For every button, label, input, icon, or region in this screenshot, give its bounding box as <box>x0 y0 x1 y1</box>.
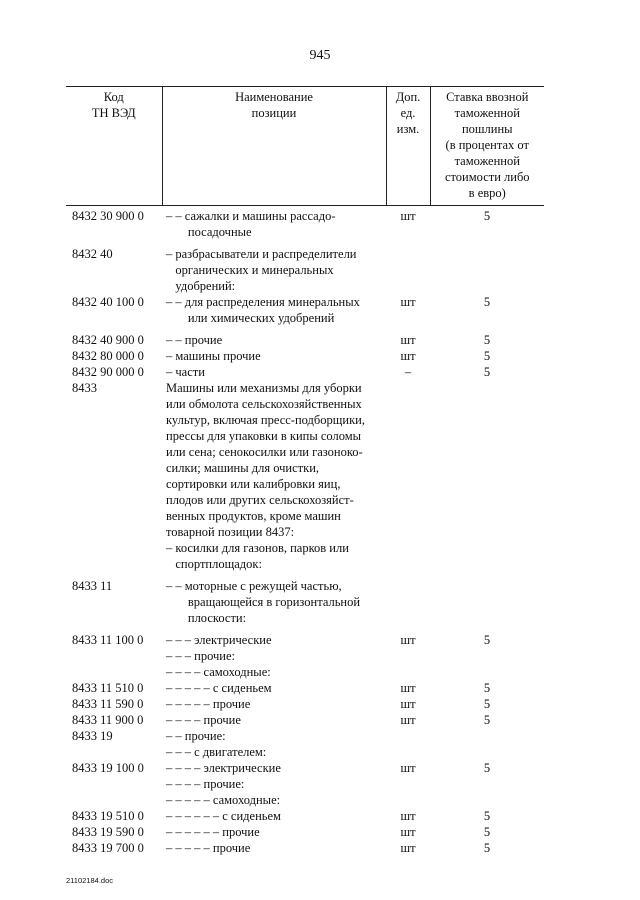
row-name: – – – – электрические <box>166 761 281 775</box>
row-name: – разбрасыватели и распределители органических и минеральных удобрений: <box>166 247 357 293</box>
row-code: 8432 40 <box>72 247 113 261</box>
table-row <box>66 680 544 696</box>
table-row <box>66 240 544 294</box>
row-code: 8433 11 <box>72 579 113 593</box>
row-code: 8433 11 100 0 <box>72 633 144 647</box>
header-unit: Доп. ед. изм. <box>386 87 430 206</box>
row-unit: шт <box>400 825 416 839</box>
row-rate: 5 <box>483 365 491 379</box>
row-rate: 5 <box>483 841 491 855</box>
row-name: – машины прочие <box>166 349 261 363</box>
row-name: – – – – – с сиденьем <box>166 681 272 695</box>
row-code: 8433 19 700 0 <box>72 841 144 855</box>
row-unit: шт <box>400 713 416 727</box>
header-name: Наименование позиции <box>162 87 386 206</box>
table-row <box>66 626 544 648</box>
row-rate <box>430 648 544 664</box>
table-row <box>66 744 544 760</box>
table-row <box>66 326 544 348</box>
row-rate: 5 <box>483 349 491 363</box>
row-rate <box>430 664 544 680</box>
row-unit: шт <box>400 809 416 823</box>
row-name: – – сажалки и машины рассадо- посадочные <box>166 209 336 239</box>
row-rate: 5 <box>483 333 491 347</box>
row-rate: 5 <box>483 809 491 823</box>
table-row <box>66 760 544 776</box>
header-code: Код ТН ВЭД <box>66 87 162 206</box>
row-code <box>66 744 162 760</box>
row-unit: шт <box>400 761 416 775</box>
row-unit: шт <box>400 841 416 855</box>
table-row <box>66 712 544 728</box>
document-filename: 21102184.doc <box>66 876 113 885</box>
table-row <box>66 572 544 626</box>
row-code <box>66 648 162 664</box>
row-rate: 5 <box>483 295 491 309</box>
row-unit: шт <box>400 209 416 223</box>
row-code: 8433 11 510 0 <box>72 681 144 695</box>
row-unit: шт <box>400 681 416 695</box>
row-unit <box>386 240 430 294</box>
row-unit <box>386 728 430 744</box>
tariff-table <box>66 86 544 856</box>
row-unit <box>386 648 430 664</box>
row-rate: 5 <box>483 761 491 775</box>
row-code: 8432 40 900 0 <box>72 333 144 347</box>
row-rate <box>430 776 544 792</box>
row-unit <box>386 792 430 808</box>
row-code: 8432 80 000 0 <box>72 349 144 363</box>
row-unit <box>386 664 430 680</box>
row-unit <box>386 744 430 760</box>
row-name: – – – – – прочие <box>166 697 251 711</box>
table-row <box>66 728 544 744</box>
table-row <box>66 840 544 856</box>
row-unit: шт <box>400 633 416 647</box>
row-rate <box>430 380 544 572</box>
row-name: – – – – прочие <box>166 713 241 727</box>
table-row <box>66 348 544 364</box>
table-row <box>66 792 544 808</box>
row-rate <box>430 240 544 294</box>
row-unit: шт <box>400 349 416 363</box>
row-name: – – для распределения минеральных или химических удобрений <box>166 295 360 325</box>
row-code: 8433 11 590 0 <box>72 697 144 711</box>
table-row <box>66 364 544 380</box>
row-unit <box>386 776 430 792</box>
tariff-table-container <box>66 86 544 856</box>
row-code: 8433 <box>72 381 97 395</box>
row-name: – – прочие: <box>166 729 226 743</box>
row-unit <box>386 380 430 572</box>
row-name: – – – – самоходные: <box>166 665 271 679</box>
row-name: – – – – – самоходные: <box>166 793 281 807</box>
row-rate <box>430 744 544 760</box>
row-rate <box>430 792 544 808</box>
table-body <box>66 206 544 857</box>
row-rate <box>430 728 544 744</box>
row-rate: 5 <box>483 825 491 839</box>
table-row <box>66 696 544 712</box>
row-unit: шт <box>400 295 416 309</box>
table-row <box>66 206 544 241</box>
row-code: 8432 90 000 0 <box>72 365 144 379</box>
row-name: Машины или механизмы для уборки или обмолота сельскохозяйственных культур, включая пресс-подборщики, прессы для упаковки в кипы соломы или сена; сенокосилки или газоноко- силки; машины для очистки, сортировки или калибровки яиц, плодов или других сельскохозяйст- венных продуктов, кроме машин товарной позиции 8437: – косилки для газонов, парков или спортплощадок: <box>166 381 365 571</box>
table-row <box>66 294 544 326</box>
row-code <box>66 664 162 680</box>
row-name: – – моторные с режущей частью, вращающейся в горизонтальной плоскости: <box>166 579 361 625</box>
table-header <box>66 87 544 206</box>
row-rate: 5 <box>483 681 491 695</box>
row-code <box>66 792 162 808</box>
row-rate: 5 <box>483 713 491 727</box>
row-name: – – – прочие: <box>166 649 235 663</box>
row-name: – – – – – – с сиденьем <box>166 809 281 823</box>
row-code: 8432 30 900 0 <box>72 209 144 223</box>
table-row <box>66 380 544 572</box>
row-name: – – – – прочие: <box>166 777 245 791</box>
row-code: 8433 19 590 0 <box>72 825 144 839</box>
row-rate: 5 <box>483 697 491 711</box>
row-name: – – прочие <box>166 333 223 347</box>
header-rate: Ставка ввозной таможенной пошлины (в процентах от таможенной стоимости либо в евро) <box>430 87 544 206</box>
row-name: – части <box>166 365 205 379</box>
row-unit: шт <box>400 333 416 347</box>
row-code <box>66 776 162 792</box>
row-name: – – – электрические <box>166 633 272 647</box>
row-unit <box>386 572 430 626</box>
table-row <box>66 824 544 840</box>
row-unit: – <box>404 365 412 379</box>
row-code: 8433 19 100 0 <box>72 761 144 775</box>
table-row <box>66 648 544 664</box>
row-code: 8433 19 510 0 <box>72 809 144 823</box>
table-row <box>66 776 544 792</box>
page-number: 945 <box>309 48 331 63</box>
row-name: – – – – – – прочие <box>166 825 260 839</box>
row-unit: шт <box>400 697 416 711</box>
row-rate: 5 <box>483 209 491 223</box>
table-row <box>66 808 544 824</box>
row-name: – – – – – прочие <box>166 841 251 855</box>
table-row <box>66 664 544 680</box>
row-code: 8433 19 <box>72 729 113 743</box>
row-name: – – – с двигателем: <box>166 745 267 759</box>
row-rate <box>430 572 544 626</box>
row-code: 8433 11 900 0 <box>72 713 144 727</box>
row-code: 8432 40 100 0 <box>72 295 144 309</box>
row-rate: 5 <box>483 633 491 647</box>
